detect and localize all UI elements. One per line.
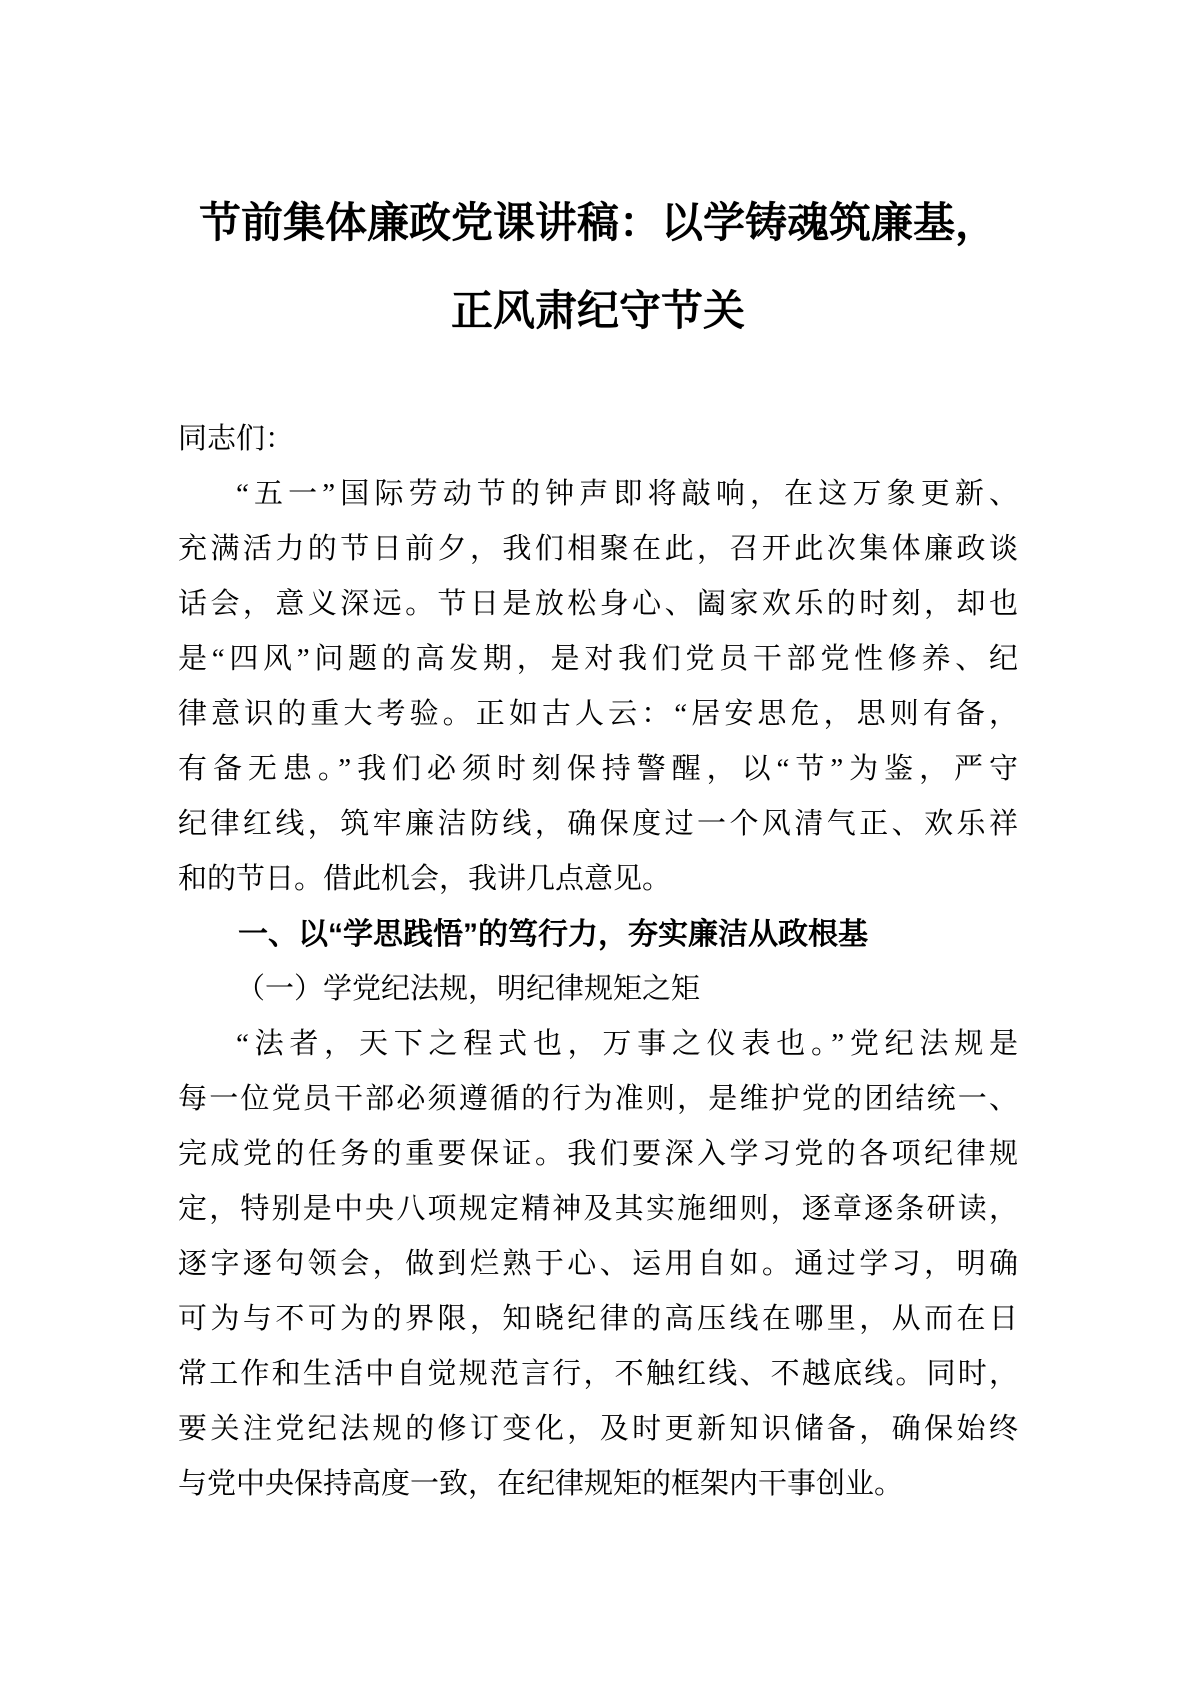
salutation-line: 同志们：	[178, 423, 295, 455]
text-line: 充满活力的节日前夕，我们相聚在此，召开此次集体廉政谈	[178, 533, 1018, 565]
title-line-1: 节前集体廉政党课讲稿：以学铸魂筑廉基，	[198, 201, 997, 247]
document-title	[178, 180, 1018, 356]
section-heading: 一、以“学思践悟”的笃行力，夯实廉洁从政根基	[238, 918, 868, 951]
subsection-heading: （一）学党纪法规，明纪律规矩之矩	[236, 973, 701, 1005]
text-line: 要关注党纪法规的修订变化，及时更新知识储备，确保始终	[178, 1413, 1018, 1445]
document-body	[178, 412, 1018, 1512]
text-line: “法者，天下之程式也，万事之仪表也。”党纪法规是	[236, 1028, 1018, 1060]
text-line: 可为与不可为的界限，知晓纪律的高压线在哪里，从而在日	[178, 1303, 1018, 1335]
text-line: 是“四风”问题的高发期，是对我们党员干部党性修养、纪	[178, 643, 1018, 675]
text-line: 与党中央保持高度一致，在纪律规矩的框架内干事创业。	[178, 1468, 904, 1500]
text-line: 逐字逐句领会，做到烂熟于心、运用自如。通过学习，明确	[178, 1248, 1018, 1280]
text-line: 完成党的任务的重要保证。我们要深入学习党的各项纪律规	[178, 1138, 1018, 1170]
text-line: 常工作和生活中自觉规范言行，不触红线、不越底线。同时，	[178, 1358, 1018, 1390]
text-line: 每一位党员干部必须遵循的行为准则，是维护党的团结统一、	[178, 1083, 1018, 1115]
text-line: “五一”国际劳动节的钟声即将敲响，在这万象更新、	[236, 478, 1018, 510]
text-line: 律意识的重大考验。正如古人云：“居安思危，思则有备，	[178, 698, 1018, 730]
text-line: 定，特别是中央八项规定精神及其实施细则，逐章逐条研读，	[178, 1193, 1018, 1225]
text-line: 话会，意义深远。节日是放松身心、阖家欢乐的时刻，却也	[178, 588, 1018, 620]
text-line: 和的节日。借此机会，我讲几点意见。	[178, 863, 672, 895]
text-line: 有备无患。”我们必须时刻保持警醒，以“节”为鉴，严守	[178, 753, 1018, 785]
text-line: 纪律红线，筑牢廉洁防线，确保度过一个风清气正、欢乐祥	[178, 808, 1018, 840]
title-line-2: 正风肃纪守节关	[450, 289, 745, 335]
